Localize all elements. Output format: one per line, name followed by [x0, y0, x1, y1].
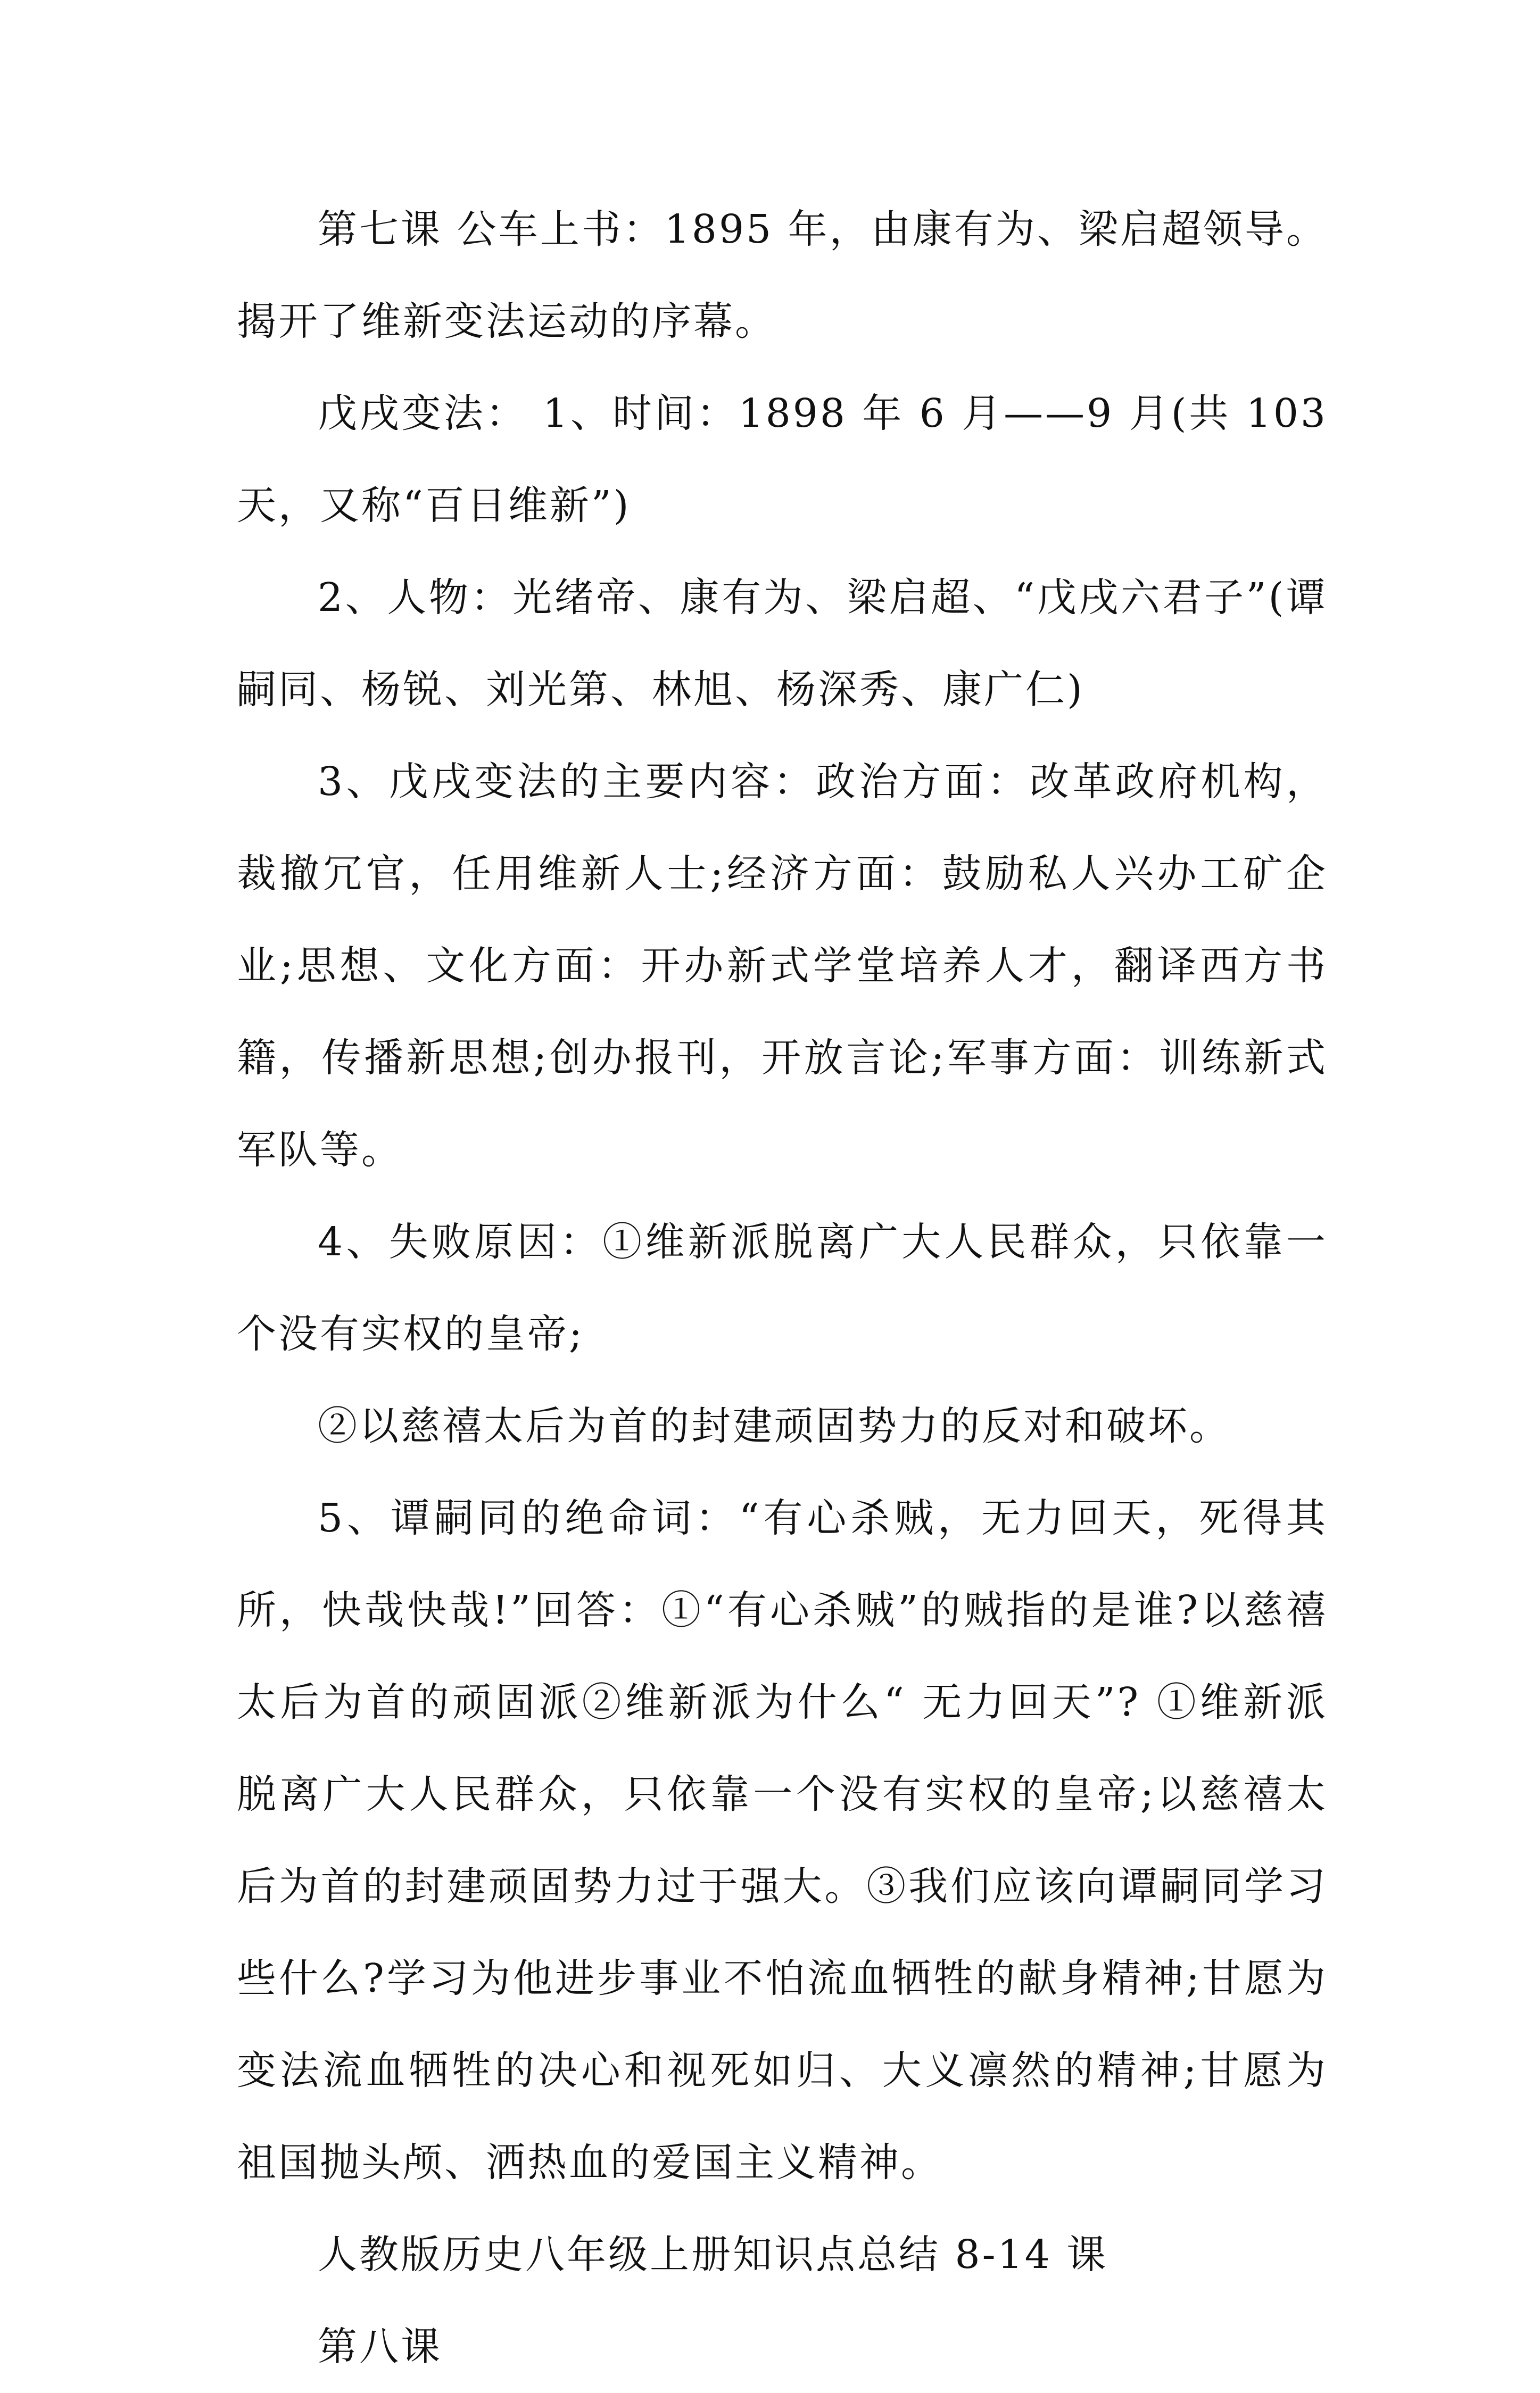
paragraph-failure-reason-2: ②以慈禧太后为首的封建顽固势力的反对和破坏。	[318, 1403, 1231, 1449]
paragraph-wuxu-time: 戊戌变法： 1、时间：1898 年 6 月——9 月(共 103 天，又称“百日维新”)	[237, 391, 1328, 528]
paragraph-wuxu-content: 3、戊戌变法的主要内容：政治方面：改革政府机构，裁撤冗官，任用维新人士;经济方面：鼓励私人兴办工矿企业;思想、文化方面：开办新式学堂培养人才，翻译西方书籍，传播新思想;创办报刊，开放言论;军事方面：训练新式军队等。	[237, 759, 1328, 1173]
paragraph-tan-sitong: 5、谭嗣同的绝命词：“有心杀贼，无力回天，死得其所，快哉快哉!”回答：①“有心杀贼”的贼指的是谁?以慈禧太后为首的顽固派②维新派为什么“ 无力回天”? ①维新派脱离广大人民群众，只依靠一个没有实权的皇帝;以慈禧太后为首的封建顽固势力过于强大。③我们应该向谭嗣同学习些什么?学习为他进步事业不怕流血牺牲的献身精神;甘愿为变法流血牺牲的决心和视死如归、大义凛然的精神;甘愿为祖国抛头颅、洒热血的爱国主义精神。	[237, 1495, 1328, 2185]
document-body	[237, 184, 1328, 2393]
paragraph-failure-reason-1: 4、失败原因：①维新派脱离广大人民群众，只依靠一个没有实权的皇帝;	[237, 1219, 1328, 1357]
paragraph-section-heading: 人教版历史八年级上册知识点总结 8-14 课	[318, 2232, 1108, 2278]
paragraph-wuxu-people: 2、人物：光绪帝、康有为、梁启超、“戊戌六君子”(谭嗣同、杨锐、刘光第、林旭、杨深秀、康广仁)	[237, 575, 1328, 713]
paragraph-lesson8-heading: 第八课	[318, 2324, 442, 2370]
paragraph-lesson7-intro: 第七课 公车上书：1895 年，由康有为、梁启超领导。揭开了维新变法运动的序幕。	[237, 206, 1328, 344]
